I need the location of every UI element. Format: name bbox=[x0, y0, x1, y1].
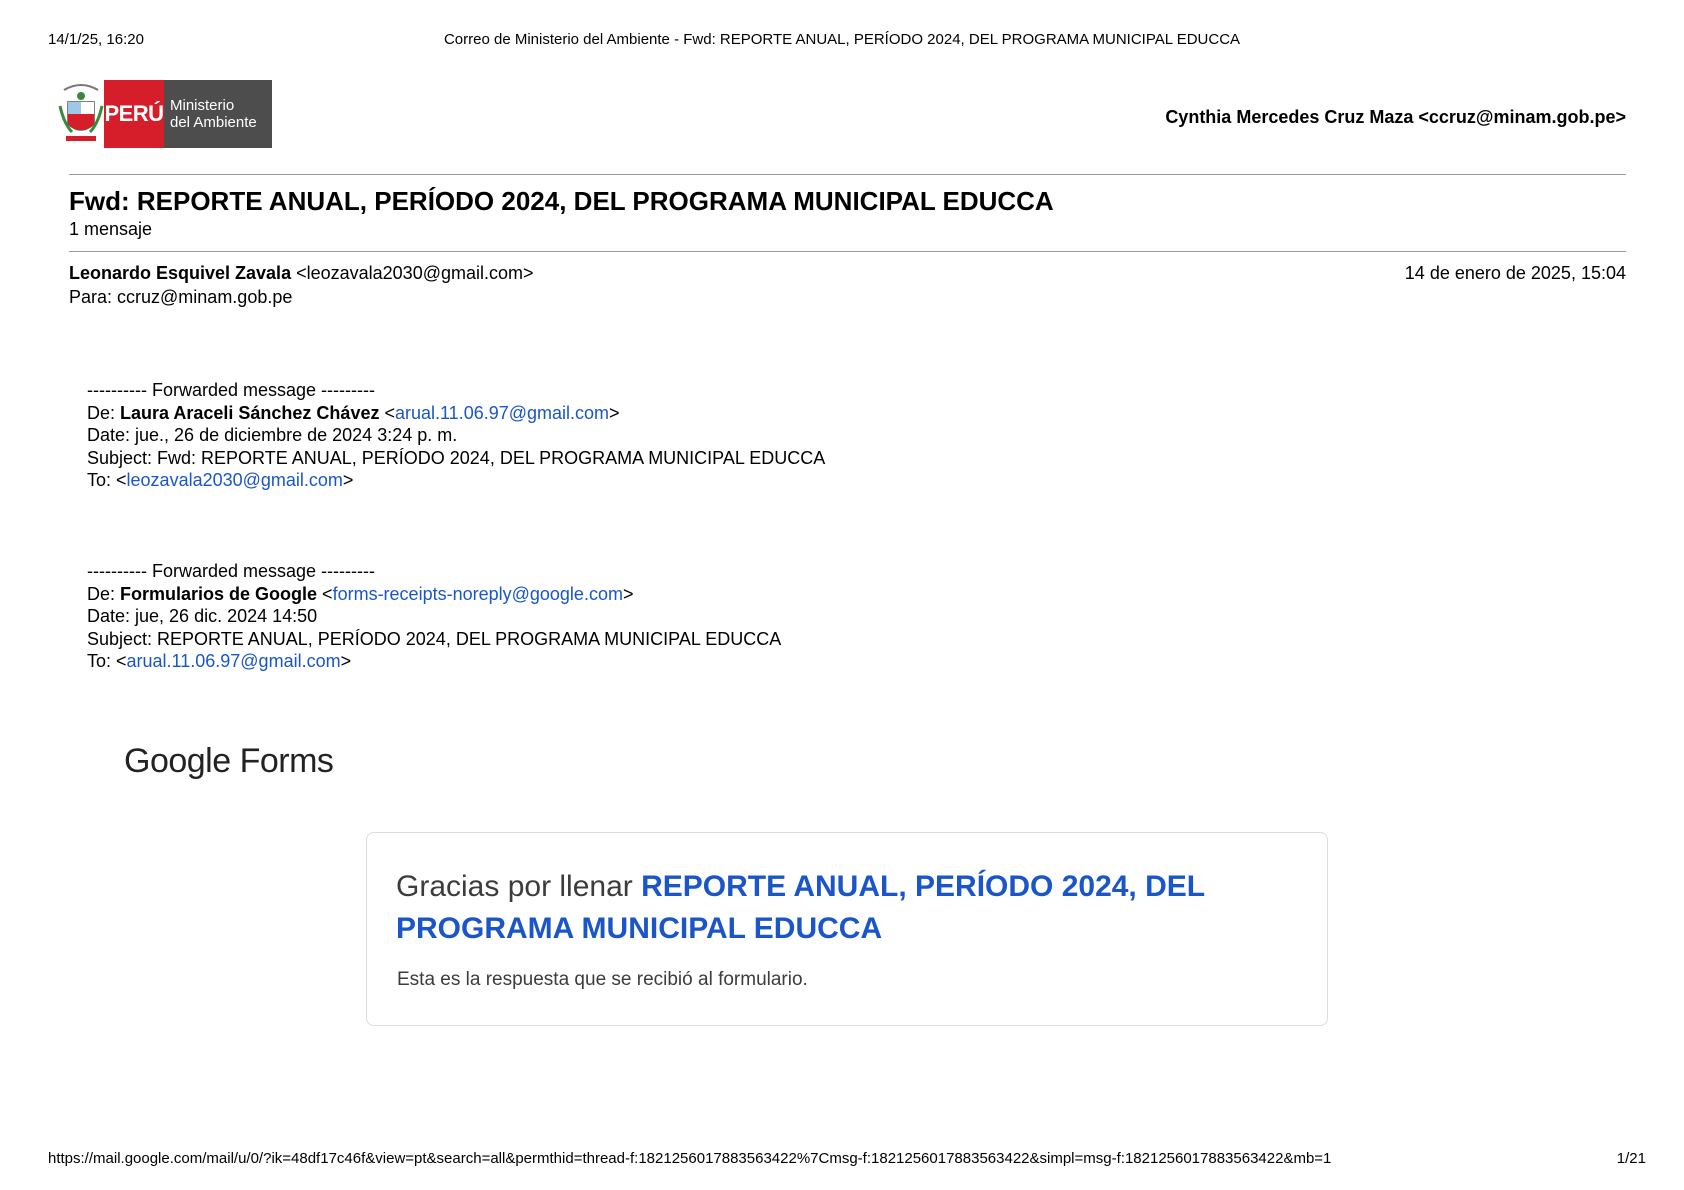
thread-subject: Fwd: REPORTE ANUAL, PERÍODO 2024, DEL PROGRAMA MUNICIPAL EDUCCA bbox=[69, 186, 1054, 216]
logo-ministry bbox=[164, 80, 272, 148]
peru-coat-of-arms-icon bbox=[58, 80, 104, 148]
forward-from-name: Formularios de Google bbox=[120, 583, 318, 604]
divider bbox=[69, 251, 1626, 252]
forward-subject: Subject: Fwd: REPORTE ANUAL, PERÍODO 2024, DEL PROGRAMA MUNICIPAL EDUCCA bbox=[87, 447, 826, 468]
forward-to: To: <arual.11.06.97@gmail.com> bbox=[87, 651, 352, 672]
sender-email: <leozavala2030@gmail.com> bbox=[296, 263, 534, 283]
message-recipient: Para: ccruz@minam.gob.pe bbox=[69, 287, 293, 307]
print-url: https://mail.google.com/mail/u/0/?ik=48df17c46f&view=pt&search=all&permthid=thread-f:1821256017883563422%7Cmsg-f:1821256017883563422&simpl=msg-f:1821256017883563422&mb=1 bbox=[48, 1150, 1332, 1167]
logo-ministry-line1: Ministerio bbox=[170, 97, 235, 114]
message-date: 14 de enero de 2025, 15:04 bbox=[1404, 263, 1626, 283]
form-confirmation-note: Esta es la respuesta que se recibió al formulario. bbox=[397, 969, 808, 990]
forward-date: Date: jue, 26 dic. 2024 14:50 bbox=[87, 606, 318, 627]
forward-separator: ---------- Forwarded message --------- bbox=[87, 380, 375, 400]
forward-to-email-link[interactable]: arual.11.06.97@gmail.com bbox=[126, 651, 341, 672]
forward-from: De: Laura Araceli Sánchez Chávez <arual.11.06.97@gmail.com> bbox=[87, 402, 620, 423]
divider bbox=[69, 174, 1626, 175]
forward-from-email-link[interactable]: arual.11.06.97@gmail.com bbox=[394, 402, 610, 423]
forward-from: De: Formularios de Google <forms-receipts-noreply@google.com> bbox=[87, 583, 634, 604]
print-page-number: 1/21 bbox=[1616, 1150, 1646, 1167]
forward-to: To: <leozavala2030@gmail.com> bbox=[87, 470, 354, 491]
forwarded-header-2 bbox=[87, 560, 781, 673]
forwarded-header-1 bbox=[87, 379, 825, 492]
form-confirmation-title bbox=[396, 866, 1276, 950]
forward-from-name: Laura Araceli Sánchez Chávez bbox=[120, 402, 380, 423]
forward-date: Date: jue., 26 de diciembre de 2024 3:24 p. m. bbox=[87, 425, 458, 446]
print-timestamp: 14/1/25, 16:20 bbox=[48, 31, 144, 48]
forward-from-email-link[interactable]: forms-receipts-noreply@google.com bbox=[332, 583, 623, 604]
print-page-title: Correo de Ministerio del Ambiente - Fwd: REPORTE ANUAL, PERÍODO 2024, DEL PROGRAMA MUNICIPAL EDUCCA bbox=[443, 31, 1241, 48]
message-count: 1 mensaje bbox=[69, 219, 153, 239]
google-forms-logo: Google Forms bbox=[124, 742, 334, 780]
form-name-link[interactable]: REPORTE ANUAL, PERÍODO 2024, DEL PROGRAMA MUNICIPAL EDUCCA bbox=[396, 870, 1205, 945]
forward-to-email-link[interactable]: leozavala2030@gmail.com bbox=[126, 470, 343, 491]
account-owner: Cynthia Mercedes Cruz Maza <ccruz@minam.gob.pe> bbox=[1165, 107, 1626, 127]
message-sender bbox=[69, 263, 534, 284]
card-prefix: Gracias por llenar bbox=[396, 870, 642, 903]
sender-name: Leonardo Esquivel Zavala bbox=[69, 263, 292, 283]
forward-subject: Subject: REPORTE ANUAL, PERÍODO 2024, DEL PROGRAMA MUNICIPAL EDUCCA bbox=[87, 628, 782, 649]
forward-separator: ---------- Forwarded message --------- bbox=[87, 561, 375, 581]
ministry-logo bbox=[58, 80, 276, 148]
logo-ministry-line2: del Ambiente bbox=[170, 114, 257, 131]
logo-country: PERÚ bbox=[104, 80, 164, 148]
